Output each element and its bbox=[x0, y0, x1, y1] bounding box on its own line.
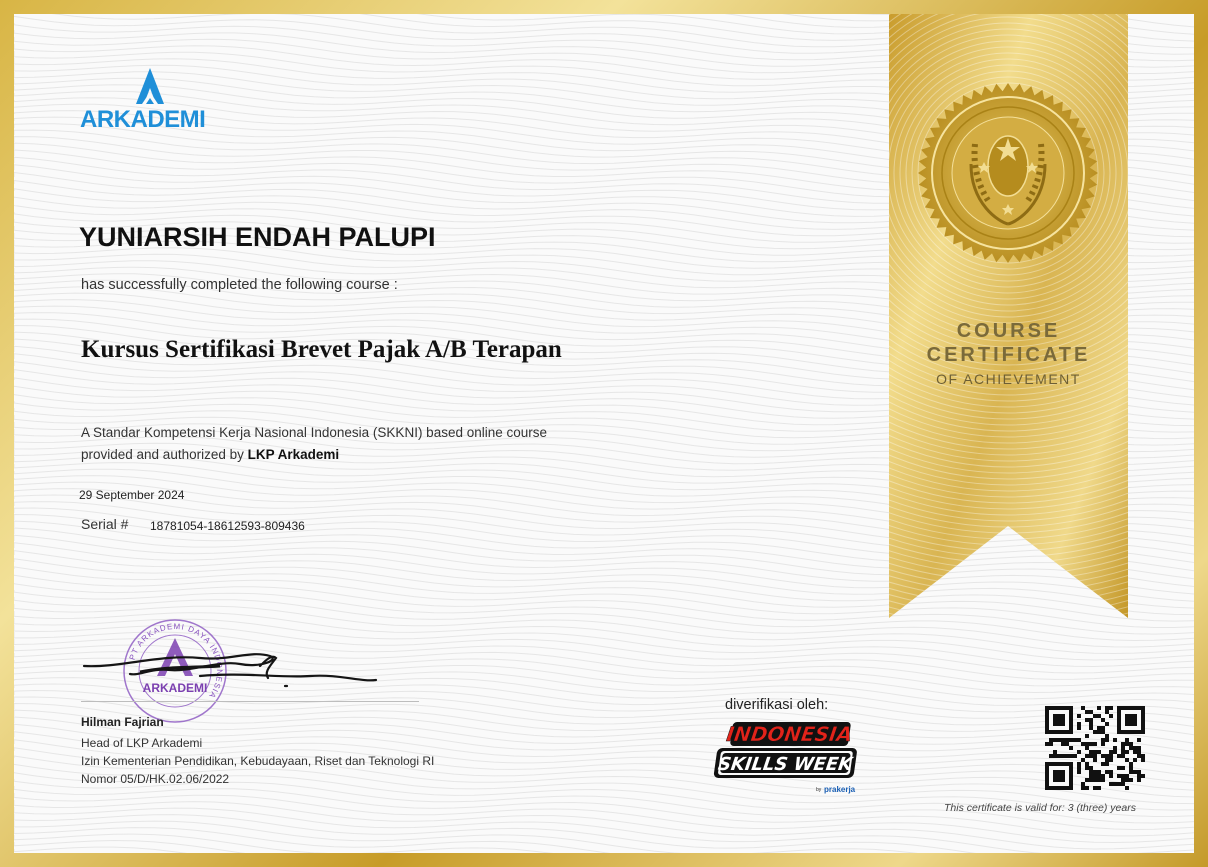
validity-note: This certificate is valid for: 3 (three) years bbox=[944, 802, 1136, 814]
arkademi-logo-icon bbox=[80, 66, 220, 110]
recipient-name: YUNIARSIH ENDAH PALUPI bbox=[79, 222, 436, 252]
isw-line-2: SKILLS WEEK bbox=[716, 754, 854, 775]
signer-license: Izin Kementerian Pendidikan, Kebudayaan, Riset dan Teknologi RI bbox=[81, 754, 435, 768]
course-title: Kursus Sertifikasi Brevet Pajak A/B Terapan bbox=[81, 336, 562, 363]
gold-ribbon bbox=[889, 14, 1128, 618]
signature-line bbox=[81, 701, 419, 702]
signer-title: Head of LKP Arkademi bbox=[81, 736, 203, 750]
isw-by: by bbox=[816, 787, 822, 793]
serial-label: Serial # bbox=[81, 516, 129, 532]
isw-line-1: INDONESIA bbox=[725, 722, 854, 746]
completion-statement: has successfully completed the following course : bbox=[81, 277, 398, 293]
ribbon-line-3: OF ACHIEVEMENT bbox=[936, 371, 1081, 387]
ribbon-line-1: COURSE bbox=[956, 320, 1061, 342]
description-prefix: provided and authorized by bbox=[81, 447, 248, 462]
signer-license-number: Nomor 05/D/HK.02.06/2022 bbox=[81, 772, 230, 786]
issue-date: 29 September 2024 bbox=[79, 488, 185, 502]
signer-name: Hilman Fajrian bbox=[81, 715, 164, 729]
verification-label: diverifikasi oleh: bbox=[725, 697, 829, 713]
certificate-paper bbox=[14, 14, 1194, 853]
arkademi-logo bbox=[80, 66, 220, 133]
logo-text: ARKADEMI bbox=[80, 106, 206, 133]
qr-code-icon bbox=[1044, 706, 1146, 790]
signature bbox=[80, 646, 380, 696]
stamp-ring-text: PT ARKADEMI DAYA INDONESIA bbox=[127, 621, 225, 701]
course-description bbox=[81, 422, 547, 466]
description-line-2 bbox=[81, 444, 547, 466]
prakerja-logo-text: prakerja bbox=[824, 785, 856, 794]
signer-details bbox=[81, 734, 434, 788]
ribbon-line-2: CERTIFICATE bbox=[926, 344, 1091, 366]
laurel-seal-icon bbox=[918, 83, 1098, 263]
serial-number: 18781054-18612593-809436 bbox=[150, 519, 305, 533]
indonesia-skills-week-logo bbox=[712, 716, 862, 798]
description-line-1: A Standar Kompetensi Kerja Nasional Indonesia (SKKNI) based online course bbox=[81, 425, 548, 440]
stamp-center-text: ARKADEMI bbox=[142, 681, 208, 695]
provider-name: LKP Arkademi bbox=[247, 447, 340, 462]
